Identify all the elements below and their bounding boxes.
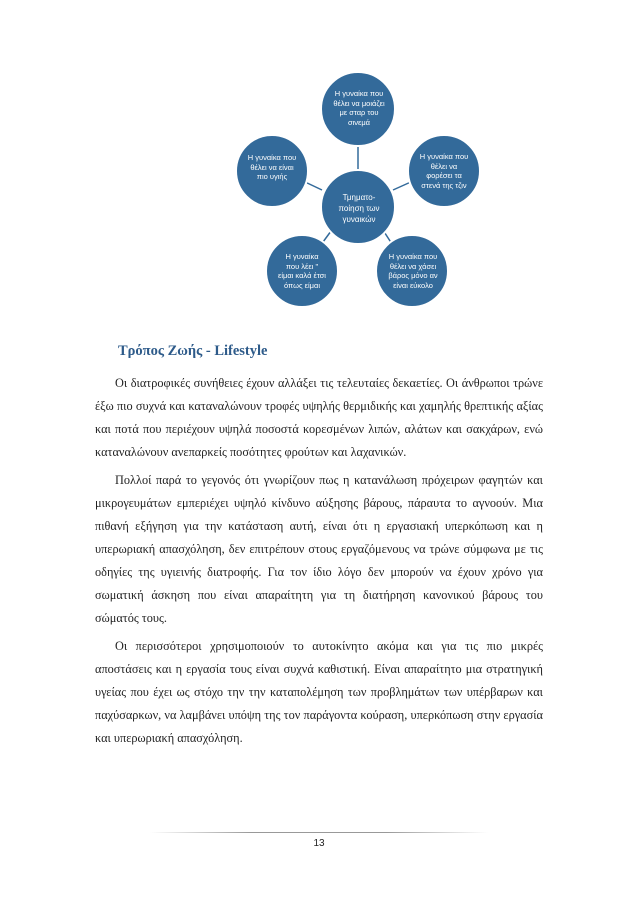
paragraph-2-text: Πολλοί παρά το γεγονός ότι γνωρίζουν πως η κατανάλωση πρόχειρων φαγητών και μικρογευμάτων εμπεριέχει υψηλό κίνδυνο αύξησης βάρους, πάραυτα το αγνοούν. Μια πιθανή εξήγηση για την κατάσταση αυτή, είναι ότι η εργασιακή υπερκόπωση και η υπερωριακή απασχόληση, δεν επιτρέπουν στους εργαζόμενους να τρώνε σύμφωνα με τις οδηγίες της υγιεινής διατροφής. Για τον ίδιο λόγο δεν μπορούν να έχουν χρόνο για σωματική άσκηση που είναι απαραίτητη για τη διατήρηση κανονικού βάρους του σώματός τους.	[95, 473, 543, 625]
node-top-label: Η γυναίκα που θέλει να μοιάζει με σταρ του σινεμά	[333, 89, 385, 127]
paragraph-3	[95, 635, 543, 750]
footer-divider	[150, 832, 488, 833]
node-right-label: Η γυναίκα που θέλει να φορέσει τα στενά της τζιν	[419, 152, 469, 190]
node-bottom-left-label: Η γυναίκα που λέει " είμαι καλά έτσι όπως είμαι	[278, 252, 326, 290]
paragraph-1-text: Οι διατροφικές συνήθειες έχουν αλλάξει τις τελευταίες δεκαετίες. Οι άνθρωποι τρώνε έξω πιο συχνά και καταναλώνουν τροφές υψηλής θερμιδικής και χαμηλής θρεπτικής αξίας και ποτά που περιέχουν υψηλά ποσοστά κορεσμένων λιπών, αλάτων και σακχάρων, ενώ καταναλώνουν ανεπαρκείς ποσότητες φρούτων και λαχανικών.	[95, 376, 543, 459]
page-number: 13	[313, 838, 325, 849]
node-left-label: Η γυναίκα που θέλει να είναι πιο υγιής	[247, 153, 297, 181]
paragraph-1	[95, 372, 543, 464]
paragraph-3-text: Οι περισσότεροι χρησιμοποιούν το αυτοκίνητο ακόμα και για τις πιο μικρές αποστάσεις και η εργασία τους είναι συχνά καθιστική. Είναι απαραίτητο μια στρατηγική υγείας που έχει ως στόχο την την καταπολέμηση των προβλημάτων των υπέρβαρων και παχύσαρκων, να λαμβάνει υπόψη της τον παράγοντα κούραση, υπερκόπωση στην εργασία και υπερωριακή απασχόληση.	[95, 639, 543, 745]
section-heading: Τρόπος Ζωής - Lifestyle	[118, 343, 268, 359]
node-center-label: Τμηματο-ποίηση των γυναικών	[338, 193, 380, 224]
paragraph-2	[95, 469, 543, 630]
node-bottom-right-label: Η γυναίκα που θέλει να χάσει βάρος μόνο αν είναι εύκολο	[388, 252, 438, 290]
segmentation-diagram	[0, 0, 638, 330]
